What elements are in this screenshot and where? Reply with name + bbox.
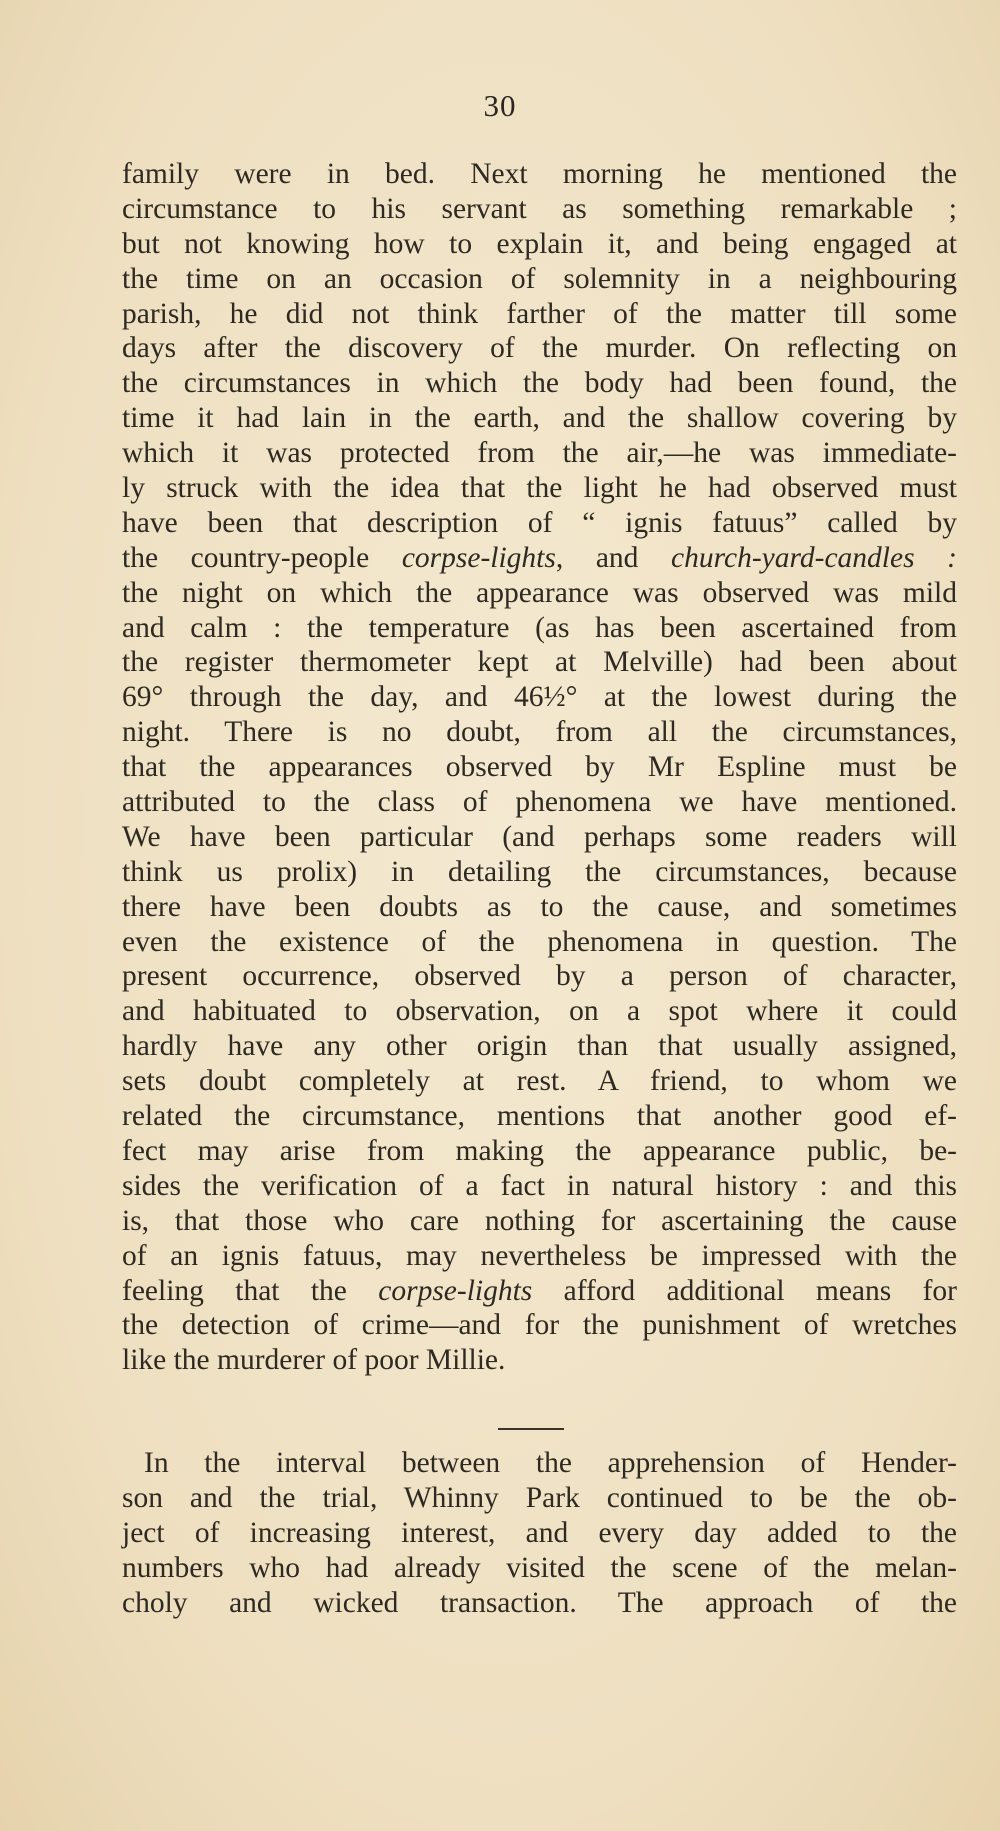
text-line: We have been particular (and perhaps some readers will [122, 820, 957, 853]
text-line: the night on which the appearance was observed was mild [122, 576, 957, 609]
text-line: and calm : the temperature (as has been ascertained from [122, 611, 957, 644]
text-line-italic-terms [122, 541, 957, 576]
text-line: sets doubt completely at rest. A friend, to whom we [122, 1065, 957, 1098]
text-line: the register thermometer kept at Melville) had been about [122, 646, 957, 679]
text-line: have been that description of “ ignis fatuus” called by [122, 506, 957, 539]
text-line: choly and wicked transaction. The approach of the [122, 1586, 957, 1619]
text-line: hardly have any other origin than that usually assigned, [122, 1030, 957, 1063]
text-line: time it had lain in the earth, and the shallow covering by [122, 402, 957, 435]
text-line: the time on an occasion of solemnity in a neighbouring [122, 262, 957, 295]
text-line: parish, he did not think farther of the matter till some [122, 297, 957, 330]
text-line: fect may arise from making the appearance public, be- [122, 1134, 957, 1167]
italic-term-corpse-lights: corpse-lights [378, 1274, 533, 1307]
text-line: days after the discovery of the murder. On reflecting on [122, 332, 957, 365]
line-text: afford additional means for [532, 1274, 957, 1307]
text-line: of an ignis fatuus, may nevertheless be impressed with the [122, 1239, 957, 1272]
text-line: attributed to the class of phenomena we have mentioned. [122, 786, 957, 819]
paragraph-body-2 [122, 1446, 957, 1620]
text-line: circumstance to his servant as something remarkable ; [122, 192, 957, 225]
text-line: the circumstances in which the body had been found, the [122, 367, 957, 400]
italic-term-church-yard-candles: church-yard-candles : [671, 541, 957, 574]
text-line: think us prolix) in detailing the circumstances, because [122, 855, 957, 888]
text-line: related the circumstance, mentions that another good ef- [122, 1100, 957, 1133]
text-line: and habituated to observation, on a spot where it could [122, 995, 957, 1028]
text-line: even the existence of the phenomena in question. The [122, 925, 957, 958]
text-line: In the interval between the apprehension of Hender- [144, 1447, 957, 1479]
text-line: numbers who had already visited the scene of the melan- [122, 1551, 957, 1584]
text-line: which it was protected from the air,—he was immediate- [122, 437, 957, 470]
text-line: night. There is no doubt, from all the circumstances, [122, 716, 957, 749]
italic-term-corpse-lights: corpse-lights [401, 541, 556, 574]
text-line: 69° through the day, and 46½° at the lowest during the [122, 681, 957, 714]
line-text: feeling that the [122, 1274, 379, 1307]
line-text: , and [555, 541, 672, 574]
text-line: is, that those who care nothing for ascertaining the cause [122, 1204, 957, 1237]
page-number: 30 [483, 88, 517, 123]
text-line: son and the trial, Whinny Park continued to be the ob- [122, 1481, 957, 1514]
text-line: present occurrence, observed by a person of character, [122, 960, 957, 993]
text-line: ly struck with the idea that the light he had observed must [122, 472, 957, 505]
section-divider [498, 1428, 564, 1430]
text-line: family were in bed. Next morning he mentioned the [122, 158, 957, 190]
text-line: like the murderer of poor Millie. [122, 1344, 506, 1377]
paragraph-body [122, 157, 957, 1378]
text-line: ject of increasing interest, and every day added to the [122, 1516, 957, 1549]
text-line: but not knowing how to explain it, and being engaged at [122, 227, 957, 260]
text-line: there have been doubts as to the cause, and sometimes [122, 890, 957, 923]
text-line: that the appearances observed by Mr Espline must be [122, 751, 957, 784]
text-line: sides the verification of a fact in natural history : and this [122, 1169, 957, 1202]
line-text: the country-people [122, 541, 402, 574]
text-line-italic-term [122, 1274, 957, 1309]
text-line: the detection of crime—and for the punishment of wretches [122, 1309, 957, 1342]
